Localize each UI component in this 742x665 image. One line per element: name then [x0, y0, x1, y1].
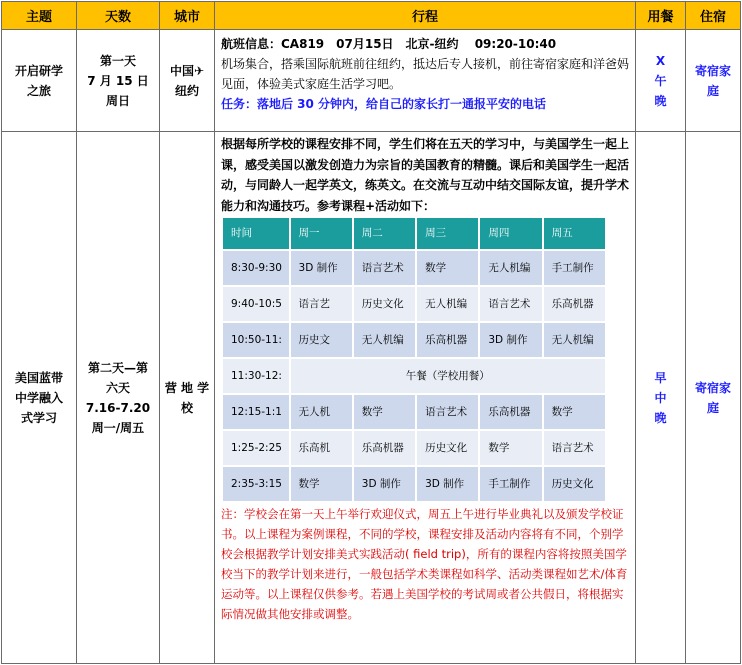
timetable-cell: 乐高机器 [417, 323, 478, 357]
timetable-cell: 手工制作 [480, 467, 541, 501]
timetable-cell: 乐高机器 [354, 431, 415, 465]
row2-itinerary [215, 132, 636, 664]
lodging-line: 庭 [706, 400, 719, 415]
meal-item: 早 [654, 370, 667, 385]
timetable-row [223, 251, 605, 285]
row1-days-line: 7 月 15 日 [87, 73, 149, 88]
timetable-cell: 数学 [417, 251, 478, 285]
timetable-cell: 语言艺术 [354, 251, 415, 285]
table-header-row [2, 2, 741, 30]
timetable-cell: 手工制作 [544, 251, 605, 285]
row2-days [77, 132, 160, 664]
course-timetable [221, 216, 607, 503]
timetable-row [223, 287, 605, 321]
timetable-header-cell: 周五 [544, 218, 605, 249]
timetable-cell: 历史文化 [417, 431, 478, 465]
timetable-cell: 无人机编 [354, 323, 415, 357]
row1-theme [2, 30, 77, 132]
timetable-cell: 数学 [480, 431, 541, 465]
row2-city-line: 营 地 学 [164, 380, 210, 395]
row2-theme-line: 中学融入 [14, 390, 63, 405]
timetable-header-cell: 周一 [291, 218, 352, 249]
timetable-header-cell: 周二 [354, 218, 415, 249]
timetable-cell: 数学 [291, 467, 352, 501]
meal-item: 午 [654, 73, 667, 88]
timetable-cell: 乐高机 [291, 431, 352, 465]
timetable-cell: 历史文 [291, 323, 352, 357]
row1-task: 任务：落地后 30 分钟内，给自己的家长打一通报平安的电话 [221, 97, 547, 111]
timetable-header-cell: 周四 [480, 218, 541, 249]
timetable-cell: 3D 制作 [417, 467, 478, 501]
row1-lodging [686, 30, 741, 132]
timetable-row [223, 431, 605, 465]
timetable-cell: 3D 制作 [354, 467, 415, 501]
row2-city [160, 132, 215, 664]
lunch-cell: 午餐（学校用餐） [291, 359, 605, 393]
row2-days-line: 7.16-7.20 [85, 400, 151, 415]
meal-item: 晚 [654, 93, 667, 108]
row1-city [160, 30, 215, 132]
row2-theme-line: 美国蓝带 [14, 370, 63, 385]
timetable-row [223, 395, 605, 429]
timetable-cell: 语言艺术 [417, 395, 478, 429]
row2-lodging [686, 132, 741, 664]
header-lodging: 住宿 [686, 2, 741, 30]
timetable-cell: 10:50-11: [223, 323, 289, 357]
course-intro: 根据每所学校的课程安排不同，学生们将在五天的学习中，与美国学生一起上课，感受美国以激发创造力为宗旨的美国教育的精髓。课后和美国学生一起活动，与同龄人一起学英文，练英文。在交流与互动中结交国际友谊，提升学术能力和沟通技巧。参考课程+活动如下： [221, 137, 630, 213]
row2-meals [636, 132, 686, 664]
meal-item: X [655, 53, 666, 68]
timetable-cell: 3D 制作 [480, 323, 541, 357]
timetable-cell: 历史文化 [354, 287, 415, 321]
schedule-note: 注：学校会在第一天上午举行欢迎仪式，周五上午进行毕业典礼以及颁发学校证书。以上课程为案例课程，不同的学校，课程安排及活动内容将有不同，个别学校会根据教学计划安排美式实践活动( field trip)，所有的课程内容将按照美国学校当下的教学计划来进行，一般包括学术类课程如科学、活动类课程如艺术/体育运动等。以上课程仅供参考。若遇上美国学校的考试周或者公共假日，将根据实际情况做其他安排或调整。 [221, 507, 628, 621]
itinerary-table [1, 1, 741, 664]
row1-days-line: 周日 [105, 93, 130, 108]
timetable-cell: 乐高机器 [480, 395, 541, 429]
timetable-cell: 1:25-2:25 [223, 431, 289, 465]
row2-days-line: 第二天—第 [87, 360, 148, 375]
timetable-cell: 语言艺 [291, 287, 352, 321]
row2-theme-line: 式学习 [20, 410, 57, 425]
timetable-cell: 数学 [544, 395, 605, 429]
timetable-lunch-row [223, 359, 605, 393]
row1-meals [636, 30, 686, 132]
timetable-cell: 数学 [354, 395, 415, 429]
timetable-cell: 乐高机器 [544, 287, 605, 321]
timetable-cell: 无人机编 [417, 287, 478, 321]
row1-city-line: 纽约 [174, 83, 199, 98]
timetable-cell: 9:40-10:5 [223, 287, 289, 321]
header-meals: 用餐 [636, 2, 686, 30]
header-itinerary: 行程 [215, 2, 636, 30]
row1-city-line: 中国✈ [169, 63, 205, 78]
timetable-cell: 历史文化 [544, 467, 605, 501]
timetable-cell: 8:30-9:30 [223, 251, 289, 285]
timetable-header-cell: 周三 [417, 218, 478, 249]
row1-itinerary [215, 30, 636, 132]
timetable-cell: 2:35-3:15 [223, 467, 289, 501]
timetable-cell: 无人机编 [480, 251, 541, 285]
row1-description: 机场集合，搭乘国际航班前往纽约，抵达后专人接机，前往寄宿家庭和洋爸妈见面，体验美式家庭生活学习吧。 [221, 57, 630, 91]
table-row [2, 132, 741, 664]
meal-item: 晚 [654, 410, 667, 425]
flight-info: 航班信息：CA819 07月15日 北京-纽约 09:20-10:40 [221, 37, 557, 51]
row2-city-line: 校 [180, 400, 193, 415]
timetable-cell: 11:30-12: [223, 359, 289, 393]
timetable-cell: 无人机 [291, 395, 352, 429]
row2-days-line: 周一/周五 [91, 420, 145, 435]
table-row [2, 30, 741, 132]
row1-days [77, 30, 160, 132]
header-city: 城市 [160, 2, 215, 30]
row2-days-line: 六天 [105, 380, 130, 395]
meal-item: 中 [654, 390, 667, 405]
row1-theme-line: 之旅 [26, 83, 51, 98]
timetable-row [223, 323, 605, 357]
timetable-row [223, 467, 605, 501]
lodging-line: 庭 [706, 83, 719, 98]
row2-theme [2, 132, 77, 664]
header-days: 天数 [77, 2, 160, 30]
timetable-cell: 无人机编 [544, 323, 605, 357]
timetable-header-row [223, 218, 605, 249]
row1-theme-line: 开启研学 [14, 63, 63, 78]
timetable-header-cell: 时间 [223, 218, 289, 249]
header-theme: 主题 [2, 2, 77, 30]
timetable-cell: 语言艺术 [480, 287, 541, 321]
timetable-cell: 3D 制作 [291, 251, 352, 285]
row1-days-line: 第一天 [99, 53, 136, 68]
lodging-line: 寄宿家 [694, 380, 731, 395]
timetable-cell: 12:15-1:1 [223, 395, 289, 429]
timetable-cell: 语言艺术 [544, 431, 605, 465]
lodging-line: 寄宿家 [694, 63, 731, 78]
